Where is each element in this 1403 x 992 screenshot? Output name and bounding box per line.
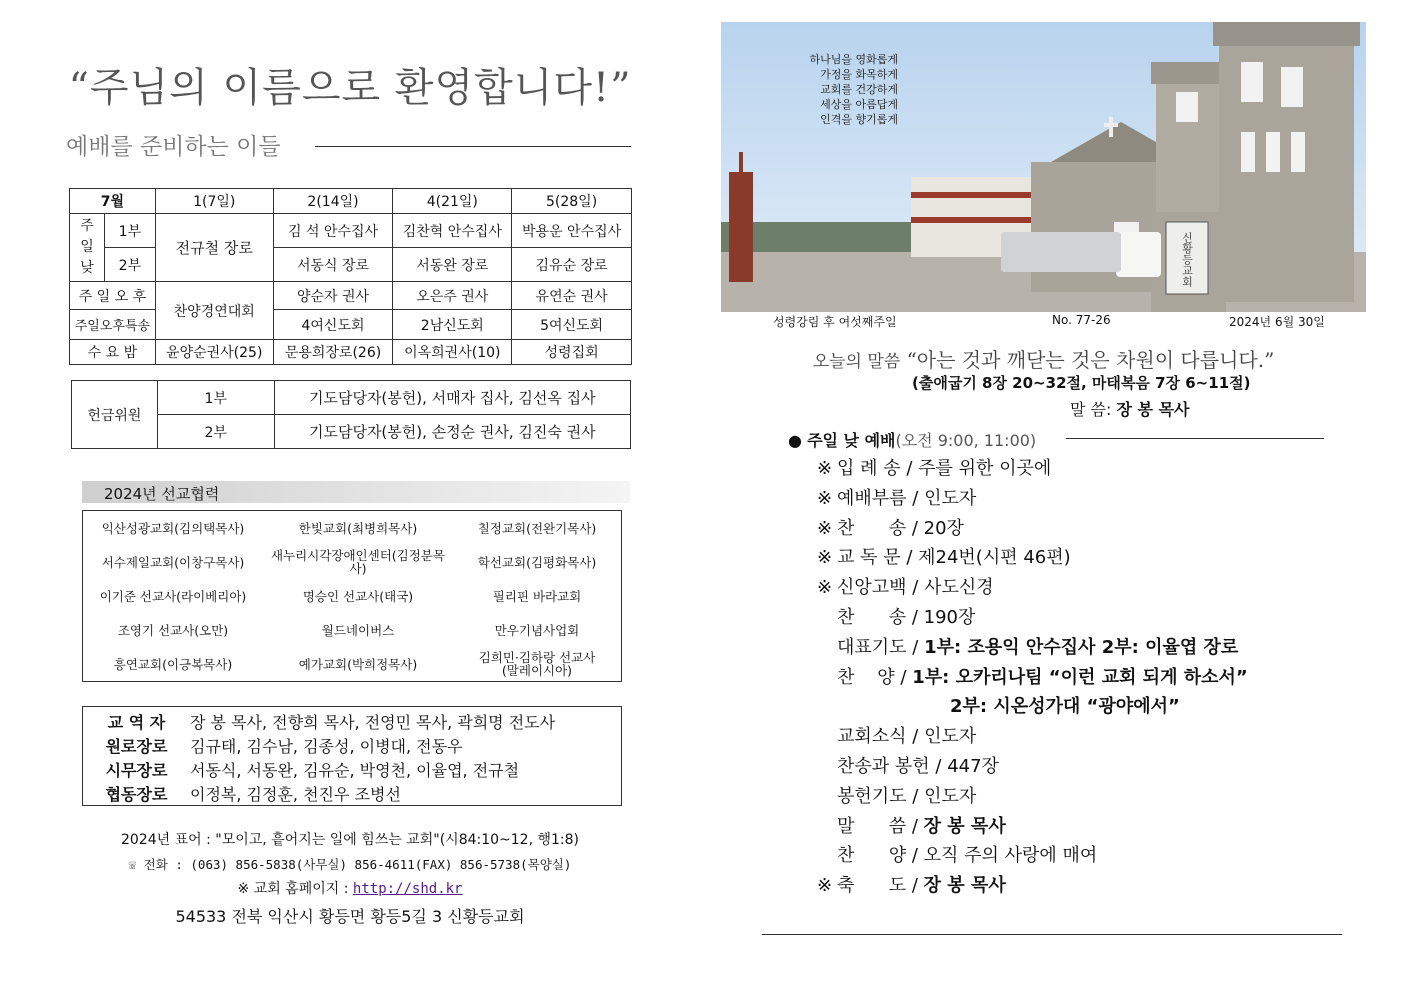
table-cell: 5여신도회 [512,310,632,340]
order-separator: / [900,458,919,479]
staff-names: 서동식, 서동완, 김유순, 박영천, 이율엽, 전규철 [190,761,520,780]
row-label: 주 일 오 후 [70,282,156,310]
staff-names: 이정복, 김정훈, 천진우 조병선 [190,785,401,804]
sermon-title: “아는 것과 깨닫는 것은 차원이 다릅니다.” [906,348,1275,372]
table-header: 2(14일) [273,189,393,214]
order-item [817,454,1051,480]
order-item [817,603,975,629]
table-header: 4(21일) [393,189,512,214]
table-cell: 찬양경연대회 [155,282,273,340]
order-item-value: 20장 [923,517,964,539]
order-item [817,543,1071,569]
order-item-value: 190장 [923,607,976,628]
table-cell: 4여신도회 [273,310,393,340]
order-item [817,752,999,778]
order-item [817,812,1006,838]
mission-title: 2024년 선교협력 [104,485,220,503]
mission-grid [83,511,621,681]
order-item-name: 축 도 [837,875,907,897]
order-item-name: 입 례 송 [837,458,901,479]
table-cell: 김찬혁 안수집사 [393,214,512,248]
mission-item: 월드네이버스 [321,622,395,638]
order-separator: / [894,666,913,688]
order-separator: / [906,875,924,897]
order-item-value: 2부: 시온성가대 “광야에서” [950,696,1180,718]
church-photo [721,22,1366,312]
prep-title: 예배를 준비하는 이들 [66,134,281,160]
staff-box [82,706,622,806]
mission-item: 예가교회(박희정목사) [298,656,418,672]
divider [762,934,1342,935]
church-motto [809,52,898,127]
table-cell: 이옥희권사(10) [393,340,512,365]
staff-row [99,710,555,733]
order-item [817,663,1248,689]
table-cell: 유연순 권사 [512,282,632,310]
sunday-day-label [70,214,105,282]
order-item-value: 인도자 [924,487,977,509]
welcome-heading: “주님의 이름으로 환영합니다!” [68,65,632,111]
order-item-value: 인도자 [924,726,977,748]
bullet-icon: ● [788,431,802,450]
motto-line: 가정을 화목하게 [820,68,898,81]
order-mark: ※ [817,577,833,599]
order-item-name: 찬 송 [837,607,907,628]
worship-schedule-table [69,188,632,365]
motto-line: 인격을 향기롭게 [820,113,898,126]
motto-line: 세상을 아름답게 [820,98,898,111]
order-item-value: 주를 위한 이곳에 [918,458,1052,479]
order-separator: / [906,487,925,509]
order-item-value: 오직 주의 사랑에 매여 [923,845,1098,867]
table-cell: 기도담당자(봉헌), 손정순 권사, 김진숙 권사 [274,415,630,449]
order-item [817,782,976,808]
table-cell: 윤양순권사(25) [155,340,273,365]
divider [1066,438,1324,439]
mission-item: 김희민·김하랑 선교사 (말레이시아) [478,650,596,678]
sermon-prefix: 오늘의 말씀 [812,352,901,372]
staff-row [99,758,519,781]
order-item [817,573,994,599]
order-item-value: 장 봉 목사 [923,875,1006,897]
order-item-value: 인도자 [924,785,977,807]
service-name: 주일 낮 예배 [807,431,896,450]
table-cell: 전규철 장로 [155,214,273,282]
yearly-motto: 2024년 표어 : "모이고, 흩어지는 일에 힘쓰는 교회"(시84:10~12, 행1:8) [120,832,580,848]
order-item-value: 사도신경 [924,577,994,599]
order-mark: ※ [817,875,833,897]
table-cell: 양순자 권사 [273,282,393,310]
staff-role: 원로장로 [105,737,168,756]
table-header: 1(7일) [155,189,273,214]
order-item-name: 봉헌기도 [837,785,907,807]
staff-role: 협동장로 [105,785,168,804]
part-label: 2부 [104,248,155,282]
offering-label: 헌금위원 [72,381,158,449]
order-item-value: 1부: 조용익 안수집사 2부: 이율엽 장로 [924,636,1239,658]
bulletin-number: No. 77-26 [1052,313,1111,327]
row-label: 주일오후특송 [70,310,156,340]
mission-item: 명승인 선교사(태국) [302,588,414,604]
staff-row [99,782,401,805]
order-item-name: 찬 양 [837,666,895,688]
staff-names: 장 봉 목사, 전향희 목사, 전영민 목사, 곽희명 전도사 [190,713,556,732]
order-separator: / [906,607,924,628]
order-separator: / [906,517,924,539]
mission-item: 칠정교회(전완기목사) [477,520,597,536]
scripture-reference: (출애굽기 8장 20~32절, 마태복음 7장 6~11절) [912,374,1251,392]
staff-names: 김규태, 김수남, 김종성, 이병대, 전동우 [190,737,463,756]
order-item [817,871,1006,897]
order-separator: / [906,845,924,867]
mission-item: 흥연교회(이긍복목사) [113,656,233,672]
mission-item: 한빛교회(최병희목사) [298,520,418,536]
order-item-name: 찬송과 봉헌 [837,756,930,777]
order-item [817,722,976,748]
church-address: 54533 전북 익산시 황등면 황등5길 3 신황등교회 [175,907,525,926]
service-time: (오전 9:00, 11:00) [895,431,1037,450]
order-separator: / [906,636,925,658]
table-cell: 서동식 장로 [273,248,393,282]
mission-item: 이기준 선교사(라이베리아) [99,588,247,604]
row-label: 수 요 밤 [70,340,156,365]
motto-line: 교회를 건강하게 [820,83,898,96]
order-item-name: 찬 송 [837,517,907,539]
order-separator: / [900,547,919,569]
table-header: 5(28일) [512,189,632,214]
label-char: 낮 [80,260,94,276]
order-item-name: 말 씀 [837,815,907,837]
table-cell: 2남신도회 [393,310,512,340]
mission-item: 학선교회(김평화목사) [477,554,597,570]
mission-title-bar [82,481,630,503]
mission-item: 서수제일교회(이창구목사) [101,554,245,570]
order-item [817,514,964,540]
order-item-name: 교 독 문 [837,547,901,569]
mission-item: 필리핀 바라교회 [492,588,582,604]
order-item [817,841,1097,867]
table-cell: 오은주 권사 [393,282,512,310]
order-item-name: 신앙고백 [837,577,907,599]
table-cell: 문용희장로(26) [273,340,393,365]
preacher-line [1070,397,1189,420]
order-item-value: 장 봉 목사 [923,815,1006,837]
sermon-heading [721,344,1366,373]
table-header: 7월 [70,189,156,214]
motto-line: 하나님을 영화롭게 [809,53,898,66]
part-label: 1부 [157,381,274,415]
order-item-value: 제24번(시편 46편) [918,547,1071,569]
order-item-name: 대표기도 [837,636,907,658]
homepage-line [0,878,700,898]
table-cell: 박용운 안수집사 [512,214,632,248]
table-cell: 김유순 장로 [512,248,632,282]
homepage-link[interactable]: http://shd.kr [352,881,463,897]
cross-tower [729,172,753,282]
order-item-value: 447장 [947,756,999,777]
table-cell: 성령집회 [512,340,632,365]
order-mark: ※ [817,487,833,509]
staff-role: 교 역 자 [107,713,166,732]
divider [315,146,631,147]
label-char: 주 [80,218,94,234]
order-separator: / [929,756,948,777]
order-item-value: 1부: 오카리나팀 “이런 교회 되게 하소서” [912,666,1248,688]
mission-item: 조영기 선교사(오만) [117,622,229,638]
order-item [817,633,1238,659]
part-label: 2부 [157,415,274,449]
order-item [817,484,976,510]
preacher-name: 장 봉 목사 [1116,400,1190,419]
order-separator: / [906,577,925,599]
mission-item: 만우기념사업회 [494,622,580,638]
staff-row [99,734,463,757]
order-separator: / [906,726,925,748]
order-item-name: 예배부름 [837,487,907,509]
bulletin-date: 2024년 6월 30일 [1229,315,1325,329]
label-char: 일 [80,239,94,255]
table-cell: 기도담당자(봉헌), 서매자 집사, 김선옥 집사 [274,381,630,415]
table-cell: 서동완 장로 [393,248,512,282]
part-label: 1부 [104,214,155,248]
mission-box [82,510,622,682]
mission-item: 익산성광교회(김의택목사) [101,520,245,536]
bulletin-caption [721,313,1366,331]
order-item [930,692,1180,718]
phone-info: ☏ 전화 : (063) 856-5838(사무실) 856-4611(FAX) 856-5738(목양실) [128,857,572,872]
order-separator: / [906,785,925,807]
liturgical-week: 성령강림 후 여섯째주일 [773,315,897,329]
offering-table [71,380,631,449]
table-cell: 김 석 안수집사 [273,214,393,248]
staff-role: 시무장로 [105,761,168,780]
order-mark: ※ [817,458,833,479]
preacher-label: 말 씀: [1070,400,1117,419]
homepage-label: ※ 교회 홈페이지 : [237,881,353,897]
order-separator: / [906,815,924,837]
order-item-name: 찬 양 [837,845,907,867]
service-heading [788,428,1036,451]
order-mark: ※ [817,547,833,569]
church-sign-text: 신황등교회 [1180,232,1194,287]
order-mark: ※ [817,517,833,539]
mission-item: 새누리시각장애인센터(김정분목사) [271,548,445,576]
order-item-name: 교회소식 [837,726,907,748]
